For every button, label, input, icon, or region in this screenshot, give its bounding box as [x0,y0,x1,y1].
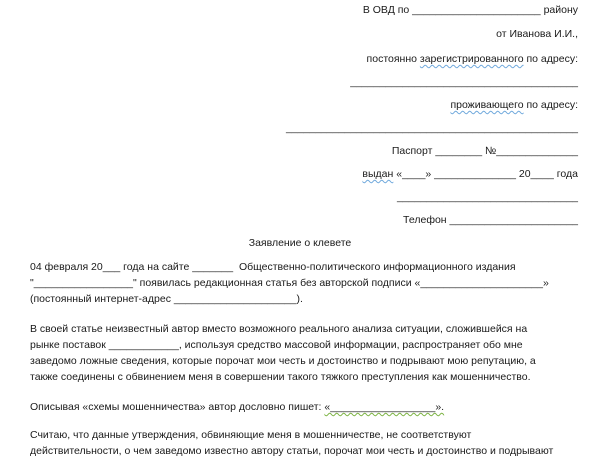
header-registered-address-label [367,52,578,66]
registered-suffix: по адресу: [523,53,578,65]
header-issued [362,167,578,181]
paragraph-2-line-4: также соединены с обвинением меня в совершении такого тяжкого преступления как мошенничество. [30,371,531,383]
paragraph-4-line-1: Считаю, что данные утверждения, обвиняющие меня в мошенничестве, не соответствуют [30,429,472,441]
paragraph-1-line-1: 04 февраля 20___ года на сайте _______ Общественно-политического информационного издания [30,261,516,273]
paragraph-3-text: Описывая «схемы мошенничества» автор дословно пишет: [30,401,325,413]
paragraph-2-line-3: заведомо ложные сведения, которые порочат мои честь и достоинство и подрывают мою репутацию, а [30,355,536,367]
header-residence-blank: __________________________________________________ [286,122,578,134]
header-phone: Телефон ______________________ [403,214,578,226]
paragraph-3-quote: «__________________». [324,401,445,413]
header-residence-label [450,98,578,112]
issued-word: выдан [362,168,394,180]
header-issued-by-blank: _______________________________ [396,191,578,203]
paragraph-4-line-2: действительности, о чем заведомо известно автору статьи, порочат мои честь и достоинство и подрывают [30,445,554,457]
registered-prefix: постоянно [366,53,420,65]
paragraph-1-line-2: "_________________" появилась редакционная статья без авторской подписи «_____________________» [30,277,549,289]
paragraph-2-line-2: рынке поставок ____________, используя средство массовой информации, распространяет обо мне [30,339,523,351]
residing-word: проживающего [450,99,524,111]
registered-word: зарегистрированного [419,53,524,65]
paragraph-1-line-3: (постоянный интернет-адрес _____________________). [30,293,303,305]
paragraph-2-line-1: В своей статье неизвестный автор вместо возможного реального анализа ситуации, сложившейся на [30,323,528,335]
residing-suffix: по адресу: [523,99,578,111]
issued-date: «____» ______________ 20____ года [393,168,578,180]
header-passport: Паспорт ________ №______________ [391,145,578,157]
document-title: Заявление о клевете [248,237,352,249]
header-registered-address-blank: _______________________________________ [350,76,578,88]
paragraph-3 [30,400,444,414]
header-addressee: В ОВД по ______________________ району [362,4,578,16]
header-from: от Иванова И.И., [496,28,578,40]
